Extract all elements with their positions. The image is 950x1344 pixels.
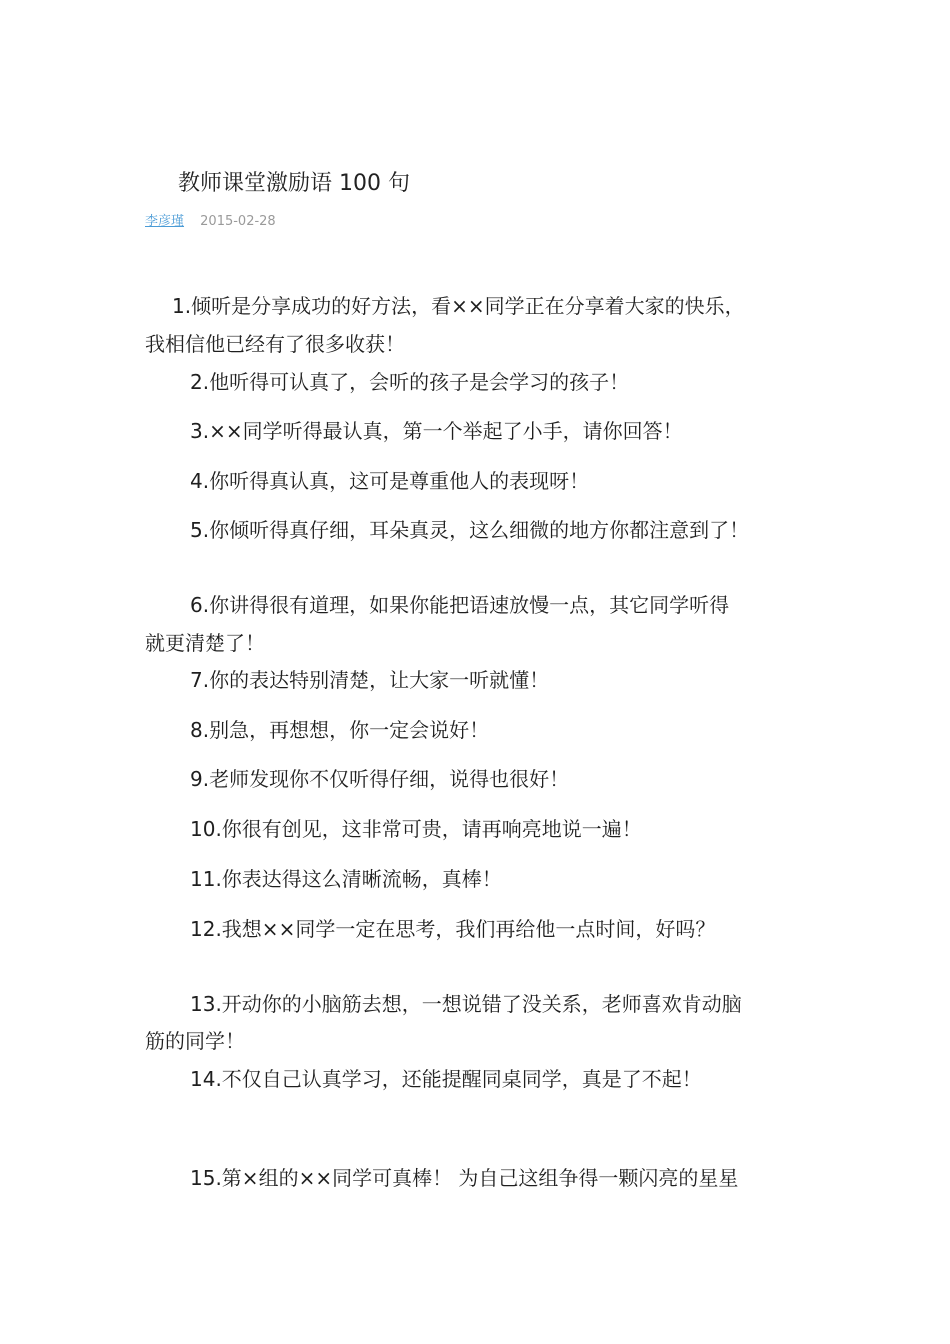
list-item: 15.第×组的××同学可真棒！ 为自己这组争得一颗闪亮的星星 xyxy=(190,1166,739,1190)
list-item: 1.倾听是分享成功的好方法，看××同学正在分享着大家的快乐， xyxy=(172,294,745,318)
list-item-continuation: 就更清楚了！ xyxy=(145,631,265,655)
list-item: 12.我想××同学一定在思考，我们再给他一点时间，好吗？ xyxy=(190,917,716,941)
list-item: 2.他听得可认真了，会听的孩子是会学习的孩子！ xyxy=(190,370,630,394)
author-link[interactable]: 李彦瑾 xyxy=(145,214,185,229)
list-item: 4.你听得真认真，这可是尊重他人的表现呀！ xyxy=(190,469,590,493)
list-item: 11.你表达得这么清晰流畅，真棒！ xyxy=(190,867,502,891)
list-item: 6.你讲得很有道理，如果你能把语速放慢一点，其它同学听得 xyxy=(190,593,730,617)
list-item: 10.你很有创见，这非常可贵，请再响亮地说一遍！ xyxy=(190,817,642,841)
list-item: 5.你倾听得真仔细，耳朵真灵，这么细微的地方你都注意到了！ xyxy=(190,518,750,542)
article-meta xyxy=(145,210,276,229)
list-item-continuation: 我相信他已经有了很多收获！ xyxy=(145,332,405,356)
list-item: 13.开动你的小脑筋去想，一想说错了没关系，老师喜欢肯动脑 xyxy=(190,992,742,1016)
publish-date: 2015-02-28 xyxy=(200,214,276,229)
list-item: 8.别急，再想想，你一定会说好！ xyxy=(190,718,490,742)
list-item: 7.你的表达特别清楚，让大家一听就懂！ xyxy=(190,668,550,692)
document-title: 教师课堂激励语 100 句 xyxy=(178,171,410,196)
list-item: 9.老师发现你不仅听得仔细，说得也很好！ xyxy=(190,767,570,791)
list-item-continuation: 筋的同学！ xyxy=(145,1029,245,1053)
list-item: 14.不仅自己认真学习，还能提醒同桌同学，真是了不起！ xyxy=(190,1067,702,1091)
list-item: 3.××同学听得最认真，第一个举起了小手，请你回答！ xyxy=(190,419,683,443)
